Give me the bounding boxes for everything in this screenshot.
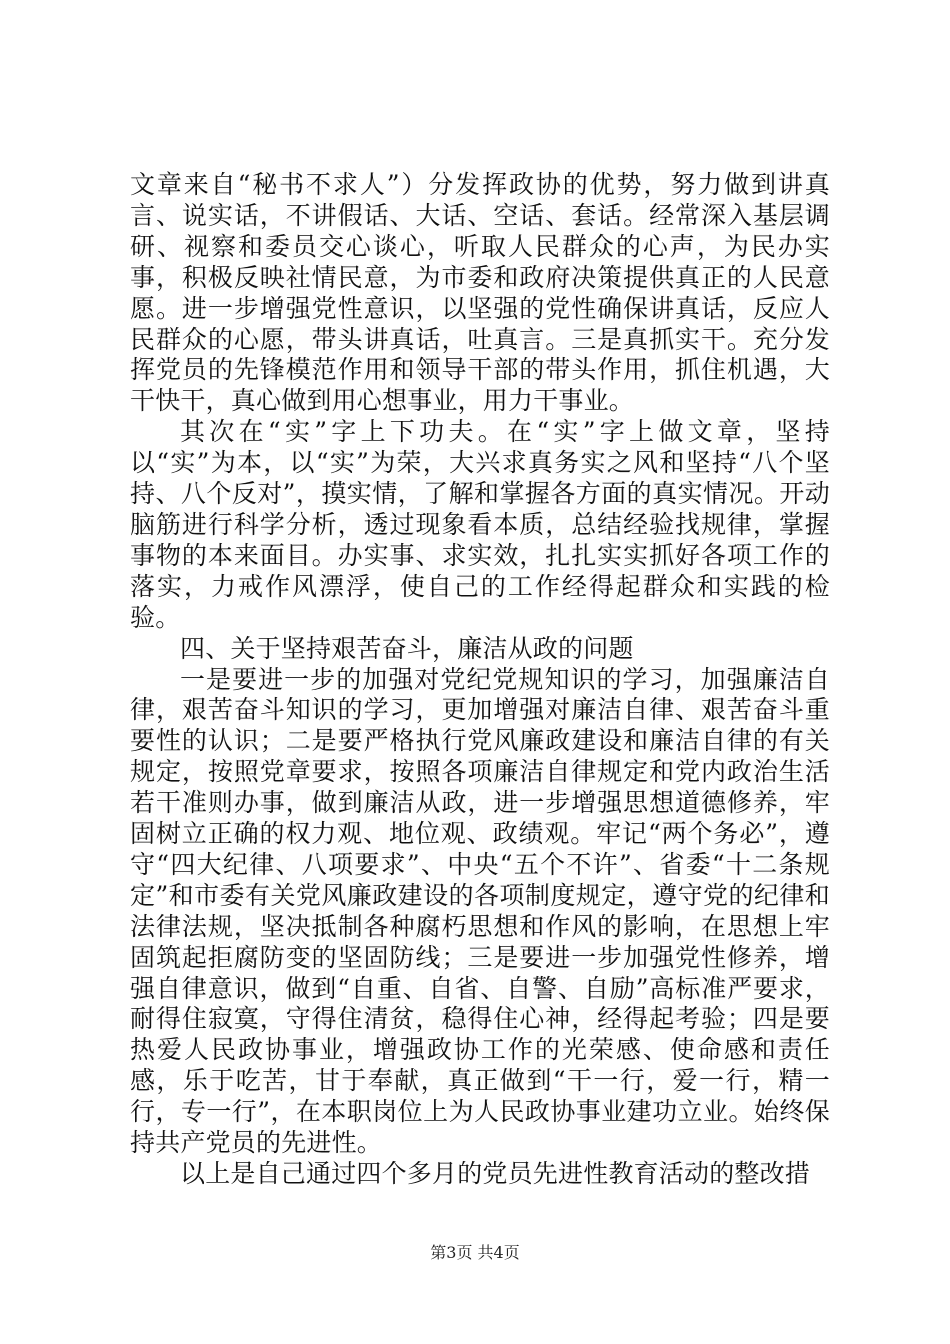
document-body — [130, 170, 830, 1190]
section-heading: 四、关于坚持艰苦奋斗，廉洁从政的问题 — [180, 633, 634, 663]
page-number-footer: 第3页 共4页 — [430, 1243, 520, 1262]
paragraph-integrity: 一是要进一步的加强对党纪党规知识的学习，加强廉洁自律，艰苦奋斗知识的学习，更加增强对廉洁自律、艰苦奋斗重要性的认识；二是要严格执行党风廉政建设和廉洁自律的有关规定，按照党章要求，按照各项廉洁自律规定和党内政治生活若干准则办事，做到廉洁从政，进一步增强思想道德修养，牢固树立正确的权力观、地位观、政绩观。牢记“两个务必”，遵守“四大纪律、八项要求”、中央“五个不许”、省委“十二条规定”和市委有关党风廉政建设的各项制度规定，遵守党的纪律和法律法规，坚决抵制各种腐朽思想和作风的影响，在思想上牢固筑起拒腐防变的坚固防线；三是要进一步加强党性修养，增强自律意识，做到“自重、自省、自警、自励”高标准严要求，耐得住寂寞，守得住清贫，稳得住心神，经得起考验；四是要热爱人民政协事业，增强政协工作的光荣感、使命感和责任感，乐于吃苦，甘于奉献，真正做到“干一行，爱一行，精一行，专一行”，在本职岗位上为人民政协事业建功立业。始终保持共产党员的先进性。 — [130, 664, 830, 1158]
paragraph-closing: 以上是自己通过四个多月的党员先进性教育活动的整改措 — [180, 1159, 811, 1188]
paragraph-shi-character: 其次在“实”字上下功夫。在“实”字上做文章，坚持以“实”为本，以“实”为荣，大兴求真务实之风和坚持“八个坚持、八个反对”，摸实情，了解和掌握各方面的真实情况。开动脑筋进行科学分析，透过现象看本质，总结经验找规律，掌握事物的本来面目。办实事、求实效，扎扎实实抓好各项工作的落实，力戒作风漂浮，使自己的工作经得起群众和实践的检验。 — [130, 417, 830, 632]
paragraph-continuation: 文章来自“秘书不求人”）分发挥政协的优势，努力做到讲真言、说实话，不讲假话、大话、空话、套话。经常深入基层调研、视察和委员交心谈心，听取人民群众的心声，为民办实事，积极反映社情民意，为市委和政府决策提供真正的人民意愿。进一步增强党性意识，以坚强的党性确保讲真话，反应人民群众的心愿，带头讲真话，吐真言。三是真抓实干。充分发挥党员的先锋模范作用和领导干部的带头作用，抓住机遇，大干快干，真心做到用心想事业，用力干事业。 — [130, 170, 830, 416]
